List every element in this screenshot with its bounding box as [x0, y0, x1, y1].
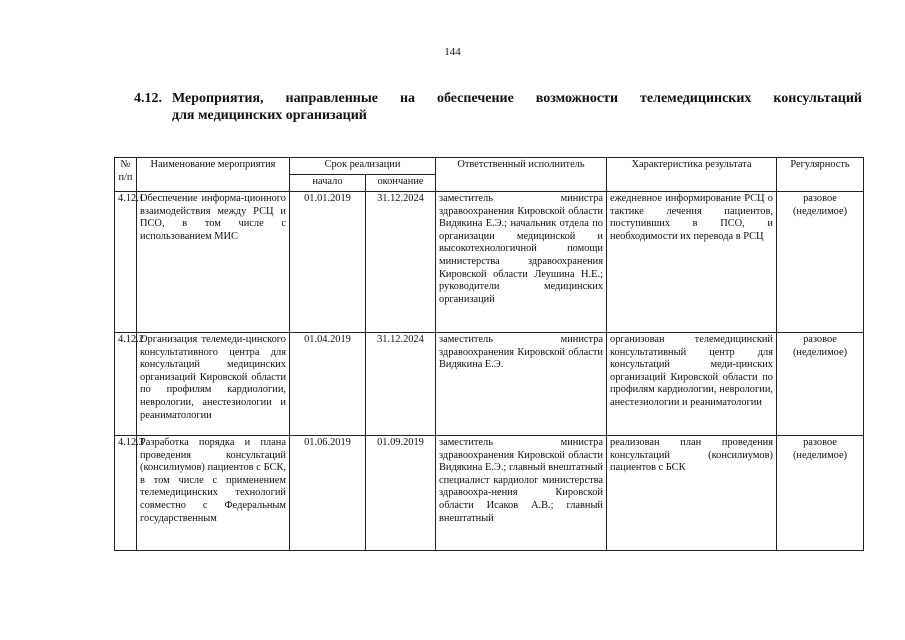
table-row [115, 436, 864, 551]
row-number: 4.12.3 [115, 436, 137, 551]
row-number: 4.12.1 [115, 192, 137, 333]
section-number: 4.12. [134, 91, 162, 106]
activities-table [114, 157, 864, 551]
row-regularity: разовое (неделимое) [792, 334, 848, 358]
section-title-line2: для медицинских организаций [172, 108, 367, 123]
row-end-date: 31.12.2024 [366, 333, 436, 436]
row-result: реализован план проведения консультаций (консилиумов) пациентов с БСК [610, 437, 773, 474]
row-activity-name: Организация телемеди-цинского консультативного центра для консультаций медицинских организаций Кировской области по профилям кардиологии, неврологии, анестезиологии и реаниматологии [140, 334, 286, 421]
header-regularity: Регулярность [777, 158, 864, 192]
table-row [115, 192, 864, 333]
header-number: № п/п [115, 158, 137, 192]
row-activity-name: Обеспечение информа-ционного взаимодействия между РСЦ и ПСО, в том числе с использованием МИС [140, 193, 286, 242]
row-activity-name: Разработка порядка и плана проведения консультаций (консилиумов) пациентов с БСК, в том числе с применением телемедицинских технологий совместно с Федеральным государственным [140, 437, 286, 524]
header-period-end: окончание [366, 175, 436, 192]
row-executor: заместитель министра здравоохранения Кировской области Видякина Е.Э.; начальник отдела по организации медицинской и высокотехнологичной помощи министерства здравоохранения Кировской области Леушина Н.Е.; руководители медицинских организаций [439, 193, 603, 305]
section-title-line1: Мероприятия, направленные на обеспечение возможности телемедицинских консультаций [172, 91, 862, 106]
row-number: 4.12.2 [115, 333, 137, 436]
row-start-date: 01.06.2019 [290, 436, 366, 551]
row-start-date: 01.01.2019 [290, 192, 366, 333]
page-number: 144 [444, 46, 461, 58]
header-period: Срок реализации [290, 158, 436, 175]
row-executor: заместитель министра здравоохранения Кировской области Видякина Е.Э.; главный внештатный специалист кардиолог министерства здравоохра-нения Кировской области Исаков А.В.; главный внештатный [439, 437, 603, 524]
row-result: организован телемедицинский консультативный центр для консультаций меди-цинских организаций Кировской области по профилям кардиологии, неврологии, анестезиологии и реаниматологии [610, 334, 773, 408]
row-result: ежедневное информирование РСЦ о тактике лечения пациентов, поступивших в ПСО, и необходимости их перевода в РСЦ [610, 193, 773, 242]
row-end-date: 01.09.2019 [366, 436, 436, 551]
header-period-start: начало [290, 175, 366, 192]
header-result: Характеристика результата [607, 158, 777, 192]
table-row [115, 333, 864, 436]
header-activity-name: Наименование мероприятия [137, 158, 290, 192]
row-regularity: разовое (неделимое) [792, 437, 848, 461]
header-executor: Ответственный исполнитель [436, 158, 607, 192]
row-start-date: 01.04.2019 [290, 333, 366, 436]
row-executor: заместитель министра здравоохранения Кировской области Видякина Е.Э. [439, 334, 603, 371]
row-regularity: разовое (неделимое) [792, 193, 848, 217]
section-heading [134, 90, 862, 124]
row-end-date: 31.12.2024 [366, 192, 436, 333]
